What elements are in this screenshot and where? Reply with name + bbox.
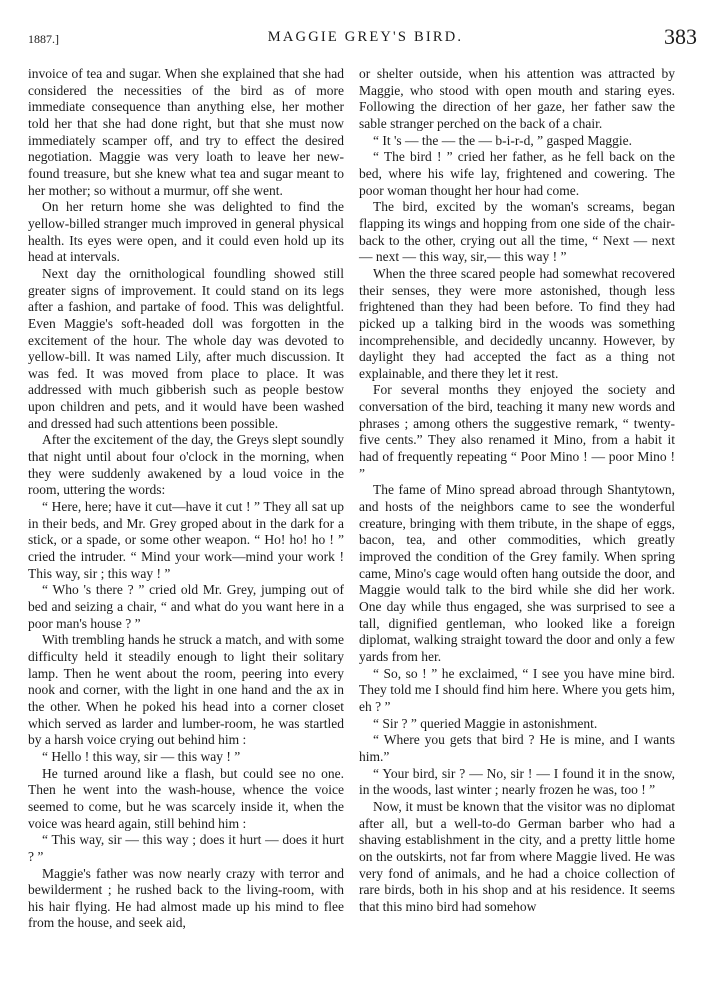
paragraph: He turned around like a flash, but could see no one. Then he went into the wash-house, whence the voice seemed to come, but he was scarcely inside it, when the voice was heard again, still behind him : xyxy=(28,765,344,831)
paragraph: After the excitement of the day, the Greys slept soundly that night until about four o'clock in the morning, when they were suddenly awakened by a loud voice in the room, uttering the words: xyxy=(28,432,344,498)
page-number: 383 xyxy=(664,24,697,49)
paragraph: “ The bird ! ” cried her father, as he fell back on the bed, where his wife lay, frightened and cowering. The poor woman thought her hour had come. xyxy=(359,149,675,198)
paragraph: Next day the ornithological foundling showed still greater signs of improvement. It could stand on its legs after a fashion, and partake of food. This was delightful. Even Maggie's soft-headed doll was forgotten in the excitement of the hour. The whole day was devoted to yellow-bill. It was named Lily, after much discussion. It was fed. It was moved from place to place. It was addressed with much gibberish such as people bestow upon children and pets, and it would have been washed and dressed had such attentions been possible. xyxy=(28,265,344,431)
running-header xyxy=(28,24,703,64)
paragraph: “ It 's — the — the — b-i-r-d, ” gasped Maggie. xyxy=(373,132,632,148)
paragraph: Maggie's father was now nearly crazy with terror and bewilderment ; he rushed back to the living-room, with his hair flying. He had almost made up his mind to flee from the house, and seek aid, xyxy=(28,865,344,931)
paragraph: “ Hello ! this way, sir — this way ! ” xyxy=(42,748,241,764)
running-title: MAGGIE GREY'S BIRD. xyxy=(267,29,464,45)
paragraph: “ Who 's there ? ” cried old Mr. Grey, jumping out of bed and seizing a chair, “ and what do you want here in a poor man's house ? ” xyxy=(28,582,344,631)
paragraph: “ So, so ! ” he exclaimed, “ I see you have mine bird. They told me I should find him here. Where you gets him, eh ? ” xyxy=(359,665,675,714)
right-column xyxy=(359,66,675,915)
paragraph: “ Here, here; have it cut—have it cut ! ” They all sat up in their beds, and Mr. Grey groped about in the dark for a stick, or a spade, or some other weapon. “ Ho! ho! ho ! ” cried the intruder. “ Mind your work—mind your work ! This way, sir ; this way ! ” xyxy=(28,499,344,581)
paragraph: “ This way, sir — this way ; does it hurt — does it hurt ? ” xyxy=(28,832,344,864)
left-column xyxy=(28,66,344,932)
paragraph: With trembling hands he struck a match, and with some difficulty held it steadily enough to light their solitary lamp. Then he went about the room, peering into every nook and corner, with the light in one hand and the ax in the other. When he poked his head into a corner closet which served as larder and lumber-room, he was startled by a harsh voice crying out behind him : xyxy=(28,632,344,748)
paragraph: When the three scared people had somewhat recovered their senses, they were more astonished, though less frightened than they had been before. To find they had picked up a talking bird in the woods was something incomprehensible, and decidedly uncanny. However, by daylight they had accepted the fact as a thing not explainable, and there they let it rest. xyxy=(359,265,675,381)
paragraph: “ Your bird, sir ? — No, sir ! — I found it in the snow, in the woods, last winter ; nearly frozen he was, too ! ” xyxy=(359,765,675,798)
paragraph: The bird, excited by the woman's screams, began flapping its wings and hopping from one side of the chair-back to the other, crying out all the time, “ Next — next — next — this way, sir,— this way ! ” xyxy=(359,199,675,265)
paragraph: On her return home she was delighted to find the yellow-billed stranger much improved in general physical health. Its eyes were open, and it could even hold up its head at intervals. xyxy=(28,199,344,265)
paragraph: “ Where you gets that bird ? He is mine, and I wants him.” xyxy=(359,732,675,764)
header-year: 1887.] xyxy=(28,32,59,46)
paragraph: The fame of Mino spread abroad through Shantytown, and hosts of the neighbors came to see the wonderful creature, bringing with them tribute, in the shape of eggs, bacon, tea, and other commodities, which greatly improved the condition of the Grey family. When spring came, Mino's cage would often hang outside the door, and Maggie would talk to the bird while she did her work. One day while thus engaged, she was surprised to see a tall, dignified gentleman, who looked like a foreign diplomat, walking straight toward the door and only a few yards from her. xyxy=(359,482,675,664)
paragraph: invoice of tea and sugar. When she explained that she had considered the necessities of the bird as of more immediate consequence than anything else, her mother told her that she had done right, but that she must now immediately scamper off, and try to effect the desired negotiation. Maggie was very loath to leave her new-found treasure, but she knew what tea and sugar meant to her mother; so without a murmur, off she went. xyxy=(28,66,344,198)
paragraph: Now, it must be known that the visitor was no diplomat after all, but a well-to-do German barber who had a shaving establishment in the city, and a pretty little home on the outskirts, not far from where Maggie lived. He was very fond of animals, and he had a choice collection of rare birds, both in his shop and at his residence. It seems that this mino bird had somehow xyxy=(359,798,675,914)
paragraph: or shelter outside, when his attention was attracted by Maggie, who stood with open mouth and staring eyes. Following the direction of her gaze, her father saw the sable stranger perched on the back of a chair. xyxy=(359,66,675,131)
paragraph: For several months they enjoyed the society and conversation of the bird, teaching it many new words and phrases ; among others the suggestive remark, “ twenty-five cents.” They also renamed it Mino, from a habit it had of frequently repeating “ Poor Mino ! — poor Mino ! ” xyxy=(359,382,675,481)
paragraph: “ Sir ? ” queried Maggie in astonishment. xyxy=(373,715,598,731)
